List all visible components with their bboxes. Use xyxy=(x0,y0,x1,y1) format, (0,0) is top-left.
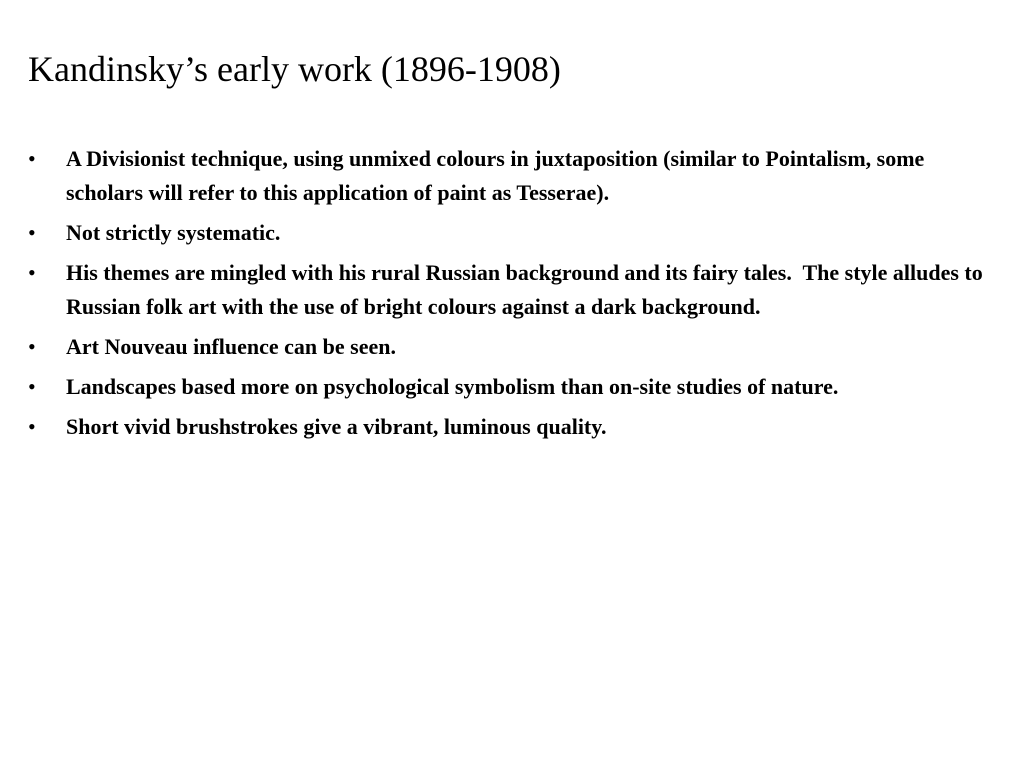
slide-title: Kandinsky’s early work (1896-1908) xyxy=(28,49,561,89)
bullet-text: His themes are mingled with his rural Russian background and its fairy tales. The style alludes to Russian folk art with the use of bright colours against a dark background. xyxy=(66,260,989,319)
bullet-text: A Divisionist technique, using unmixed colours in juxtaposition (similar to Pointalism, some scholars will refer to this application of paint as Tesserae). xyxy=(66,146,930,205)
bullet-marker: • xyxy=(28,374,36,399)
bullet-marker: • xyxy=(28,414,36,439)
bullet-item xyxy=(28,410,988,444)
bullet-item xyxy=(28,330,988,364)
bullet-item xyxy=(28,142,988,210)
bullet-marker: • xyxy=(28,220,36,245)
bullet-item xyxy=(28,256,988,324)
bullet-text: Landscapes based more on psychological symbolism than on-site studies of nature. xyxy=(66,374,839,399)
bullet-marker: • xyxy=(28,260,36,285)
bullet-item xyxy=(28,216,988,250)
bullet-marker: • xyxy=(28,334,36,359)
bullet-marker: • xyxy=(28,146,36,171)
bullet-text: Art Nouveau influence can be seen. xyxy=(66,334,396,359)
bullet-text: Short vivid brushstrokes give a vibrant, luminous quality. xyxy=(66,414,607,439)
bullet-list xyxy=(28,142,988,450)
bullet-item xyxy=(28,370,988,404)
bullet-text: Not strictly systematic. xyxy=(66,220,281,245)
